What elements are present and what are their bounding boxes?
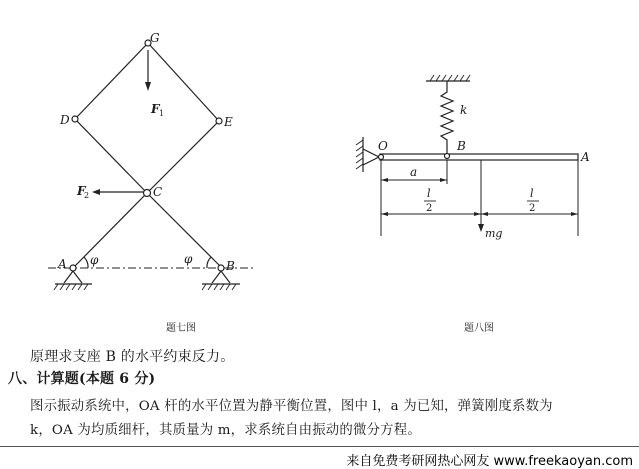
label-O: O — [378, 139, 388, 153]
label-two-1: 2 — [426, 203, 433, 214]
label-a: a — [410, 165, 418, 179]
label-k: k — [460, 103, 468, 117]
figure7-caption: 题七图 — [166, 323, 196, 334]
label-G: G — [150, 31, 160, 45]
label-A8: A — [581, 150, 590, 164]
label-mg: mg — [485, 227, 503, 240]
text-line-3: 图示振动系统中，OA 杆的水平位置为静平衡位置，图中 l，a 为已知，弹簧刚度系数为 — [30, 399, 553, 414]
label-F2: F — [77, 184, 86, 198]
label-B: B — [226, 259, 235, 273]
figure8-system — [356, 75, 578, 236]
label-E: E — [224, 115, 233, 129]
footer-bar — [0, 446, 639, 468]
label-two-2: 2 — [529, 203, 536, 214]
figure8-caption: 题八图 — [464, 323, 494, 334]
label-F2-sub: 2 — [84, 191, 90, 200]
figure8-labels — [378, 103, 590, 334]
footer-source-text: 来自免费考研网热心网友 www.freekaoyan.com — [346, 454, 633, 469]
figure7-mechanism — [48, 40, 253, 290]
label-C: C — [153, 185, 163, 199]
figure7-labels — [57, 31, 235, 334]
section-heading: 八、计算题(本题 6 分) — [8, 371, 156, 387]
text-line-4: k，OA 为均质细杆，其质量为 m，求系统自由振动的微分方程。 — [30, 423, 421, 438]
label-phi-right: φ — [184, 252, 193, 266]
label-F1: F — [151, 102, 160, 116]
text-line-1: 原理求支座 B 的水平约束反力。 — [30, 349, 235, 365]
label-F1-sub: 1 — [159, 109, 165, 118]
label-l-num-2: l — [530, 187, 534, 200]
label-B8: B — [457, 139, 466, 153]
label-l-num-1: l — [427, 187, 431, 200]
label-D: D — [60, 113, 70, 127]
label-phi-left: φ — [90, 253, 99, 267]
label-A: A — [58, 257, 67, 271]
